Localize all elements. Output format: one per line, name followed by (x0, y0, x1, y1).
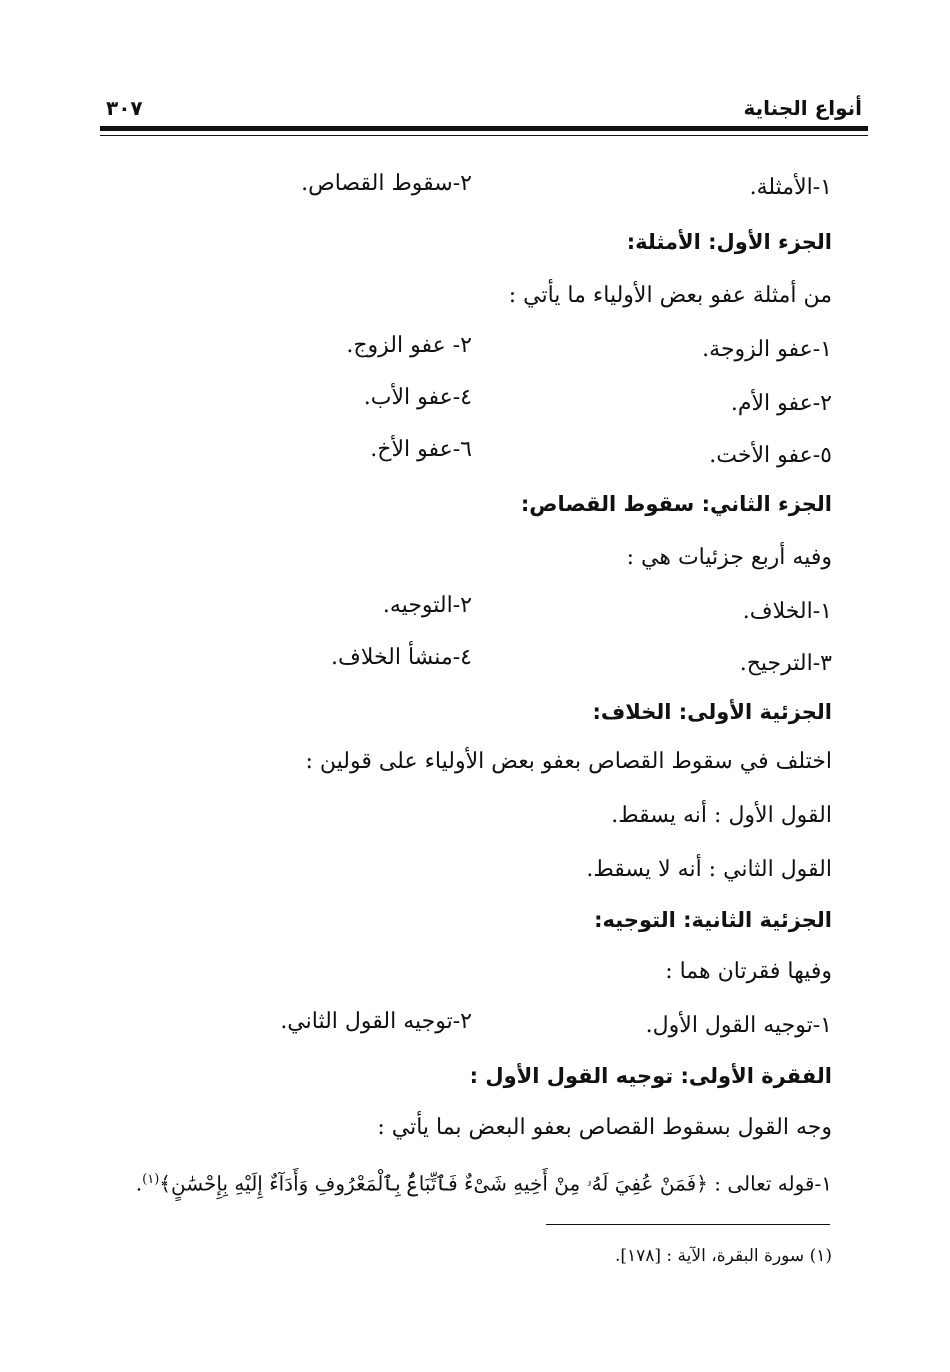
example-6: ٦-عفو الأخ. (370, 437, 472, 462)
footnote: (١) سورة البقرة، الآية : [١٧٨]. (614, 1246, 832, 1266)
page-number: ٣٠٧ (106, 96, 143, 120)
evidence-1-text: ١-قوله تعالى : ﴿فَمَنْ عُفِيَ لَهُۥ مِنْ أَخِيهِ شَىْءٌ فَٱتِّبَاعٌۢ بِٱلْمَعْرُوفِ وَأَدَآءٌ إِلَيْهِ بِإِحْسَٰنٍ﴾ (159, 1171, 832, 1196)
sub2-intro: وفيها فقرتان هما : (665, 959, 832, 984)
sub2-item-2: ٢-توجيه القول الثاني. (280, 1009, 472, 1034)
opinion-1: القول الأول : أنه يسقط. (611, 803, 832, 828)
sub1-heading: الجزئية الأولى: الخلاف: (592, 700, 832, 724)
part2-item-2: ٢-التوجيه. (382, 593, 472, 618)
part1-intro: من أمثلة عفو بعض الأولياء ما يأتي : (508, 283, 832, 308)
sub1-text: اختلف في سقوط القصاص بعفو بعض الأولياء على قولين : (305, 749, 832, 774)
part2-item-1: ١-الخلاف. (742, 599, 832, 624)
intro-item-1: ١-الأمثلة. (749, 175, 832, 200)
example-5: ٥-عفو الأخت. (709, 443, 832, 468)
footnote-ref: (١) (142, 1172, 160, 1187)
part2-item-3: ٣-الترجيح. (739, 651, 832, 676)
sub2-heading: الجزئية الثانية: التوجيه: (594, 908, 832, 932)
part1-heading: الجزء الأول: الأمثلة: (626, 230, 832, 254)
part2-heading: الجزء الثاني: سقوط القصاص: (520, 492, 832, 516)
opinion-2: القول الثاني : أنه لا يسقط. (586, 857, 832, 882)
header-rule-thick (100, 126, 868, 131)
chapter-title: أنواع الجناية (743, 96, 862, 120)
example-1: ١-عفو الزوجة. (702, 337, 832, 362)
evidence-1 (136, 1160, 832, 1204)
header-rule-thin (100, 135, 868, 136)
example-3: ٢-عفو الأم. (730, 391, 832, 416)
para1-intro: وجه القول بسقوط القصاص بعفو البعض بما يأتي : (377, 1115, 832, 1140)
sub2-item-1: ١-توجيه القول الأول. (645, 1013, 832, 1038)
footnote-separator (546, 1224, 830, 1225)
evidence-1-end: . (135, 1171, 143, 1196)
intro-item-2: ٢-سقوط القصاص. (301, 171, 472, 196)
part2-item-4: ٤-منشأ الخلاف. (331, 645, 472, 670)
para1-heading: الفقرة الأولى: توجيه القول الأول : (469, 1064, 832, 1088)
part2-intro: وفيه أربع جزئيات هي : (626, 545, 832, 570)
example-4: ٤-عفو الأب. (363, 385, 472, 410)
example-2: ٢- عفو الزوج. (346, 333, 472, 358)
